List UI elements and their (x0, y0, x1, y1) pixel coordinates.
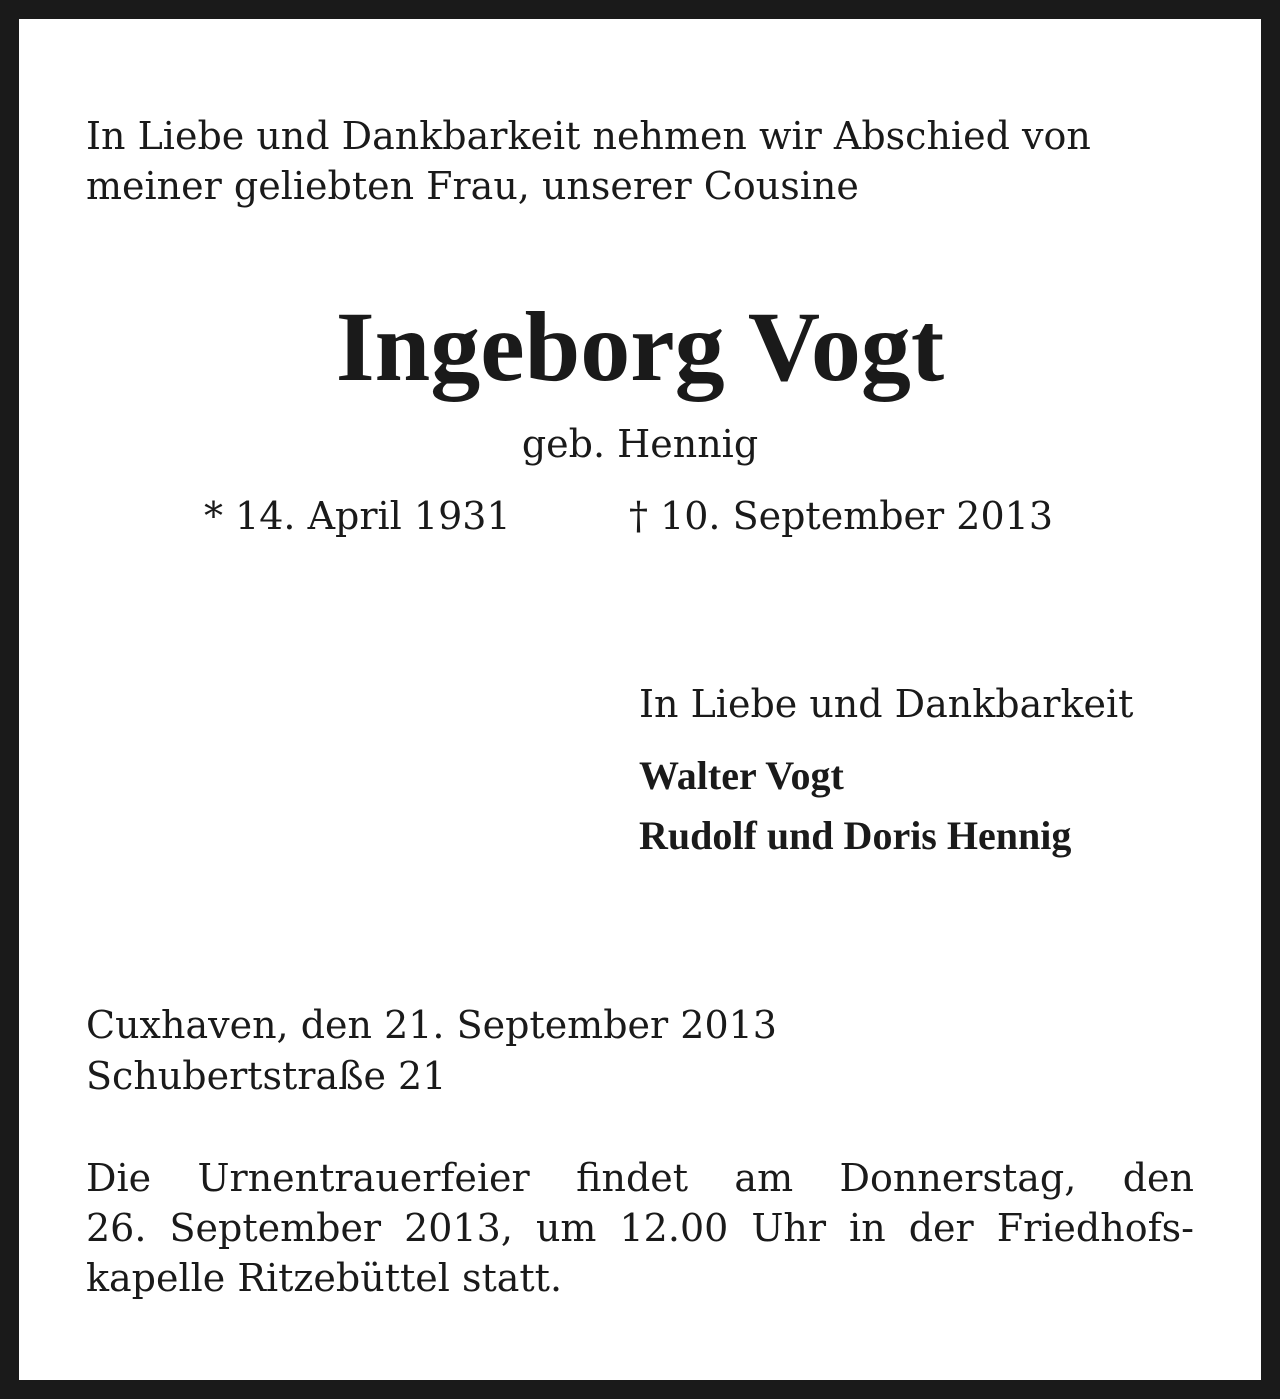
intro-line: In Liebe und Dankbarkeit nehmen wir Abschied von (86, 114, 1091, 158)
birth-date: * 14. April 1931 (204, 494, 511, 538)
ceremony-text (86, 1153, 1194, 1303)
intro-line: meiner geliebten Frau, unserer Cousine (86, 164, 859, 208)
ceremony-line: 26. September 2013, um 12.00 Uhr in der Friedhofs- (86, 1206, 1194, 1250)
ceremony-line: kapelle Ritzebüttel statt. (86, 1256, 563, 1300)
intro-text (86, 111, 1194, 211)
signer-name: Rudolf und Doris Hennig (639, 813, 1072, 858)
maiden-name: geb. Hennig (521, 422, 759, 466)
death-date: † 10. September 2013 (629, 494, 1053, 538)
signer-name: Walter Vogt (639, 753, 844, 798)
signature-intro: In Liebe und Dankbarkeit (639, 682, 1134, 726)
ceremony-line: Die Urnentrauerfeier findet am Donnerstag, den (86, 1156, 1194, 1200)
deceased-name: Ingeborg Vogt (335, 291, 945, 402)
place-date: Cuxhaven, den 21. September 2013 (86, 1003, 777, 1047)
address: Schubertstraße 21 (86, 1054, 447, 1098)
